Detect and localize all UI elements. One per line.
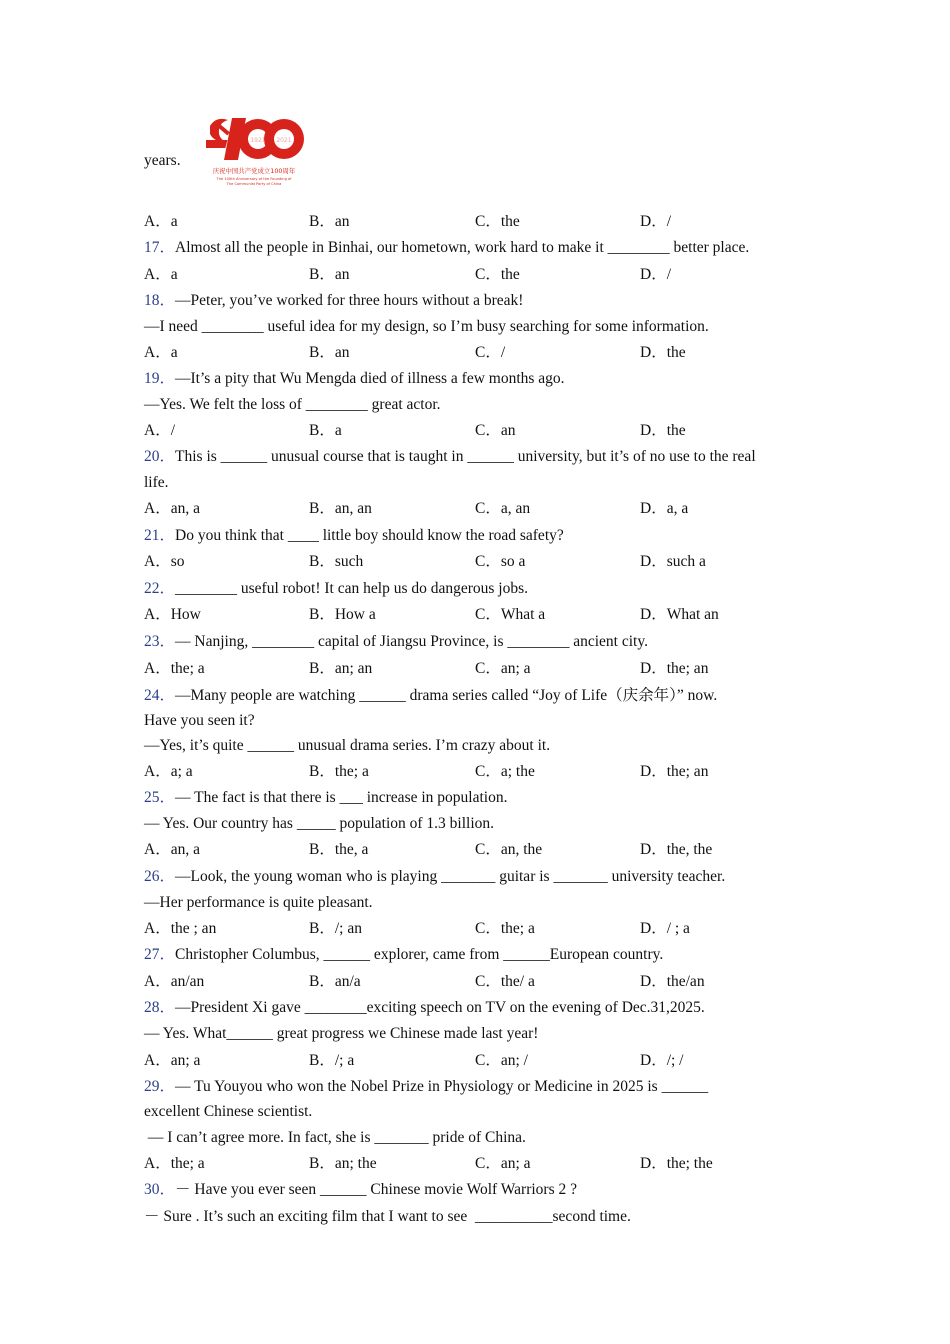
option-a[interactable]: A．an, a [144, 841, 200, 858]
years-text: years. [144, 152, 181, 169]
option-a[interactable]: A．the; a [144, 1155, 205, 1172]
question-18 [144, 291, 523, 311]
question-number: 25． [144, 789, 176, 806]
option-d[interactable]: D．a, a [640, 500, 689, 517]
question-number: 21． [144, 527, 176, 544]
option-c[interactable]: C．an; / [475, 1052, 528, 1069]
question-number: 23． [144, 633, 176, 650]
option-c[interactable]: C．an; a [475, 660, 531, 677]
option-b[interactable]: B．How a [309, 606, 376, 623]
question-28 [144, 998, 705, 1018]
hammer-sickle-icon [206, 119, 230, 148]
question-text: — I can’t agree more. In fact, she is _______ pride of China. [144, 1129, 526, 1146]
question-text: —Yes. We felt the loss of ________ great actor. [144, 396, 441, 413]
option-c[interactable]: C．the; a [475, 920, 535, 937]
option-d[interactable]: D．the; an [640, 763, 709, 780]
question-number: 18． [144, 292, 176, 309]
option-d[interactable]: D．/ ; a [640, 920, 690, 937]
option-b[interactable]: B．/; an [309, 920, 362, 937]
question-text: — Yes. Our country has _____ population of 1.3 billion. [144, 815, 495, 832]
question-text: —I need ________ useful idea for my design, so I’m busy searching for some information. [144, 318, 709, 335]
hundred-numeral [224, 118, 304, 160]
question-text: — Tu Youyou who won the Nobel Prize in Physiology or Medicine in 2025 is ______ [175, 1078, 709, 1095]
option-d[interactable]: D．the [640, 344, 686, 361]
q16-options [144, 212, 814, 232]
question-number: 19． [144, 370, 176, 387]
option-b[interactable]: B．an; the [309, 1155, 377, 1172]
svg-text:1921: 1921 [250, 137, 266, 144]
q26-options [144, 919, 814, 939]
option-c[interactable]: C．/ [475, 344, 506, 361]
question-text: —President Xi gave ________exciting speech on TV on the evening of Dec.31,2025. [175, 999, 705, 1016]
question-text: —Yes, it’s quite ______ unusual drama series. I’m crazy about it. [144, 737, 551, 754]
question-text: This is ______ unusual course that is taught in ______ university, but it’s of no use to the real [175, 448, 756, 465]
option-b[interactable]: B．a [309, 422, 342, 439]
q18-options [144, 343, 814, 363]
option-b[interactable]: B．/; a [309, 1052, 355, 1069]
q23-options [144, 659, 814, 679]
question-text: Christopher Columbus, ______ explorer, came from ______European country. [175, 946, 664, 963]
option-c[interactable]: C．so a [475, 553, 526, 570]
q20-options [144, 499, 814, 519]
option-a[interactable]: A．a [144, 266, 178, 283]
option-d[interactable]: D．/; / [640, 1052, 684, 1069]
party-100-anniversary-logo [206, 112, 306, 190]
question-26 [144, 867, 725, 887]
option-c[interactable]: C．a; the [475, 763, 535, 780]
question-text: Almost all the people in Binhai, our hometown, work hard to make it ________ better place. [175, 239, 750, 256]
option-a[interactable]: A．a [144, 213, 178, 230]
q27-options [144, 972, 814, 992]
question-29 [144, 1077, 708, 1097]
option-c[interactable]: C．the/ a [475, 973, 535, 990]
question-number: 30． [144, 1181, 176, 1198]
question-text: － Have you ever seen ______ Chinese movie Wolf Warriors 2 ? [175, 1181, 578, 1198]
option-d[interactable]: D．the [640, 422, 686, 439]
option-d[interactable]: D．the, the [640, 841, 713, 858]
option-a[interactable]: A．so [144, 553, 185, 570]
question-17 [144, 238, 749, 258]
option-d[interactable]: D．What an [640, 606, 719, 623]
option-c[interactable]: C．What a [475, 606, 546, 623]
question-25 [144, 788, 507, 808]
option-b[interactable]: B．the; a [309, 763, 369, 780]
q22-options [144, 605, 814, 625]
option-d[interactable]: D．the; the [640, 1155, 713, 1172]
question-text: — Nanjing, ________ capital of Jiangsu Province, is ________ ancient city. [175, 633, 648, 650]
question-23 [144, 632, 648, 652]
question-number: 20． [144, 448, 176, 465]
question-number: 26． [144, 868, 176, 885]
question-27 [144, 945, 663, 965]
question-number: 17． [144, 239, 176, 256]
logo-caption-en-2: The Communist Party of China [226, 182, 282, 186]
option-a[interactable]: A．an/an [144, 973, 205, 990]
option-a[interactable]: A．the ; an [144, 920, 217, 937]
question-text: Have you seen it? [144, 712, 255, 729]
option-b[interactable]: B．such [309, 553, 364, 570]
option-d[interactable]: D．the; an [640, 660, 709, 677]
option-a[interactable]: A．How [144, 606, 201, 623]
option-c[interactable]: C．a, an [475, 500, 531, 517]
question-30 [144, 1180, 577, 1200]
option-a[interactable]: A．/ [144, 422, 176, 439]
question-number: 29． [144, 1078, 176, 1095]
q29-options [144, 1154, 814, 1174]
question-text: life. [144, 474, 169, 491]
question-number: 24． [144, 687, 176, 704]
option-c[interactable]: C．an [475, 422, 516, 439]
option-c[interactable]: C．an, the [475, 841, 543, 858]
option-a[interactable]: A．a; a [144, 763, 193, 780]
option-a[interactable]: A．the; a [144, 660, 205, 677]
option-c[interactable]: C．the [475, 213, 520, 230]
question-text: Do you think that ____ little boy should know the road safety? [175, 527, 564, 544]
question-text: excellent Chinese scientist. [144, 1103, 313, 1120]
question-number: 28． [144, 999, 176, 1016]
option-a[interactable]: A．a [144, 344, 178, 361]
question-20 [144, 447, 756, 467]
option-b[interactable]: B．an, an [309, 500, 372, 517]
option-a[interactable]: A．an, a [144, 500, 200, 517]
logo-caption-en-1: The 100th Anniversary of the Founding of [216, 177, 292, 181]
question-text: — Yes. What______ great progress we Chinese made last year! [144, 1025, 539, 1042]
question-text: —Her performance is quite pleasant. [144, 894, 373, 911]
option-b[interactable]: B．an [309, 213, 350, 230]
question-text: — The fact is that there is ___ increase in population. [175, 789, 508, 806]
q17-options [144, 265, 814, 285]
question-24 [144, 686, 717, 706]
question-text: —Look, the young woman who is playing _______ guitar is _______ university teacher. [175, 868, 726, 885]
question-text: ________ useful robot! It can help us do dangerous jobs. [175, 580, 529, 597]
question-19 [144, 369, 565, 389]
q28-options [144, 1051, 814, 1071]
q21-options [144, 552, 814, 572]
q24-options [144, 762, 814, 782]
question-text: —It’s a pity that Wu Mengda died of illness a few months ago. [175, 370, 565, 387]
logo-caption-cn: 庆祝中国共产党成立100周年 [212, 167, 296, 175]
option-b[interactable]: B．an/a [309, 973, 361, 990]
question-text: － Sure . It’s such an exciting film that I want to see __________second time. [144, 1208, 631, 1225]
option-b[interactable]: B．an; an [309, 660, 373, 677]
question-21 [144, 526, 564, 546]
q19-options [144, 421, 814, 441]
option-c[interactable]: C．the [475, 266, 520, 283]
option-b[interactable]: B．the, a [309, 841, 369, 858]
option-b[interactable]: B．an [309, 344, 350, 361]
q25-options [144, 840, 814, 860]
option-d[interactable]: D．the/an [640, 973, 705, 990]
option-c[interactable]: C．an; a [475, 1155, 531, 1172]
svg-text:2021: 2021 [276, 137, 292, 144]
question-number: 27． [144, 946, 176, 963]
option-d[interactable]: D．/ [640, 213, 672, 230]
option-a[interactable]: A．an; a [144, 1052, 201, 1069]
option-b[interactable]: B．an [309, 266, 350, 283]
question-text: —Peter, you’ve worked for three hours without a break! [175, 292, 524, 309]
option-d[interactable]: D．such a [640, 553, 706, 570]
question-22 [144, 579, 528, 599]
option-d[interactable]: D．/ [640, 266, 672, 283]
question-text: —Many people are watching ______ drama series called “Joy of Life（庆余年）” now. [175, 687, 718, 704]
question-number: 22． [144, 580, 176, 597]
